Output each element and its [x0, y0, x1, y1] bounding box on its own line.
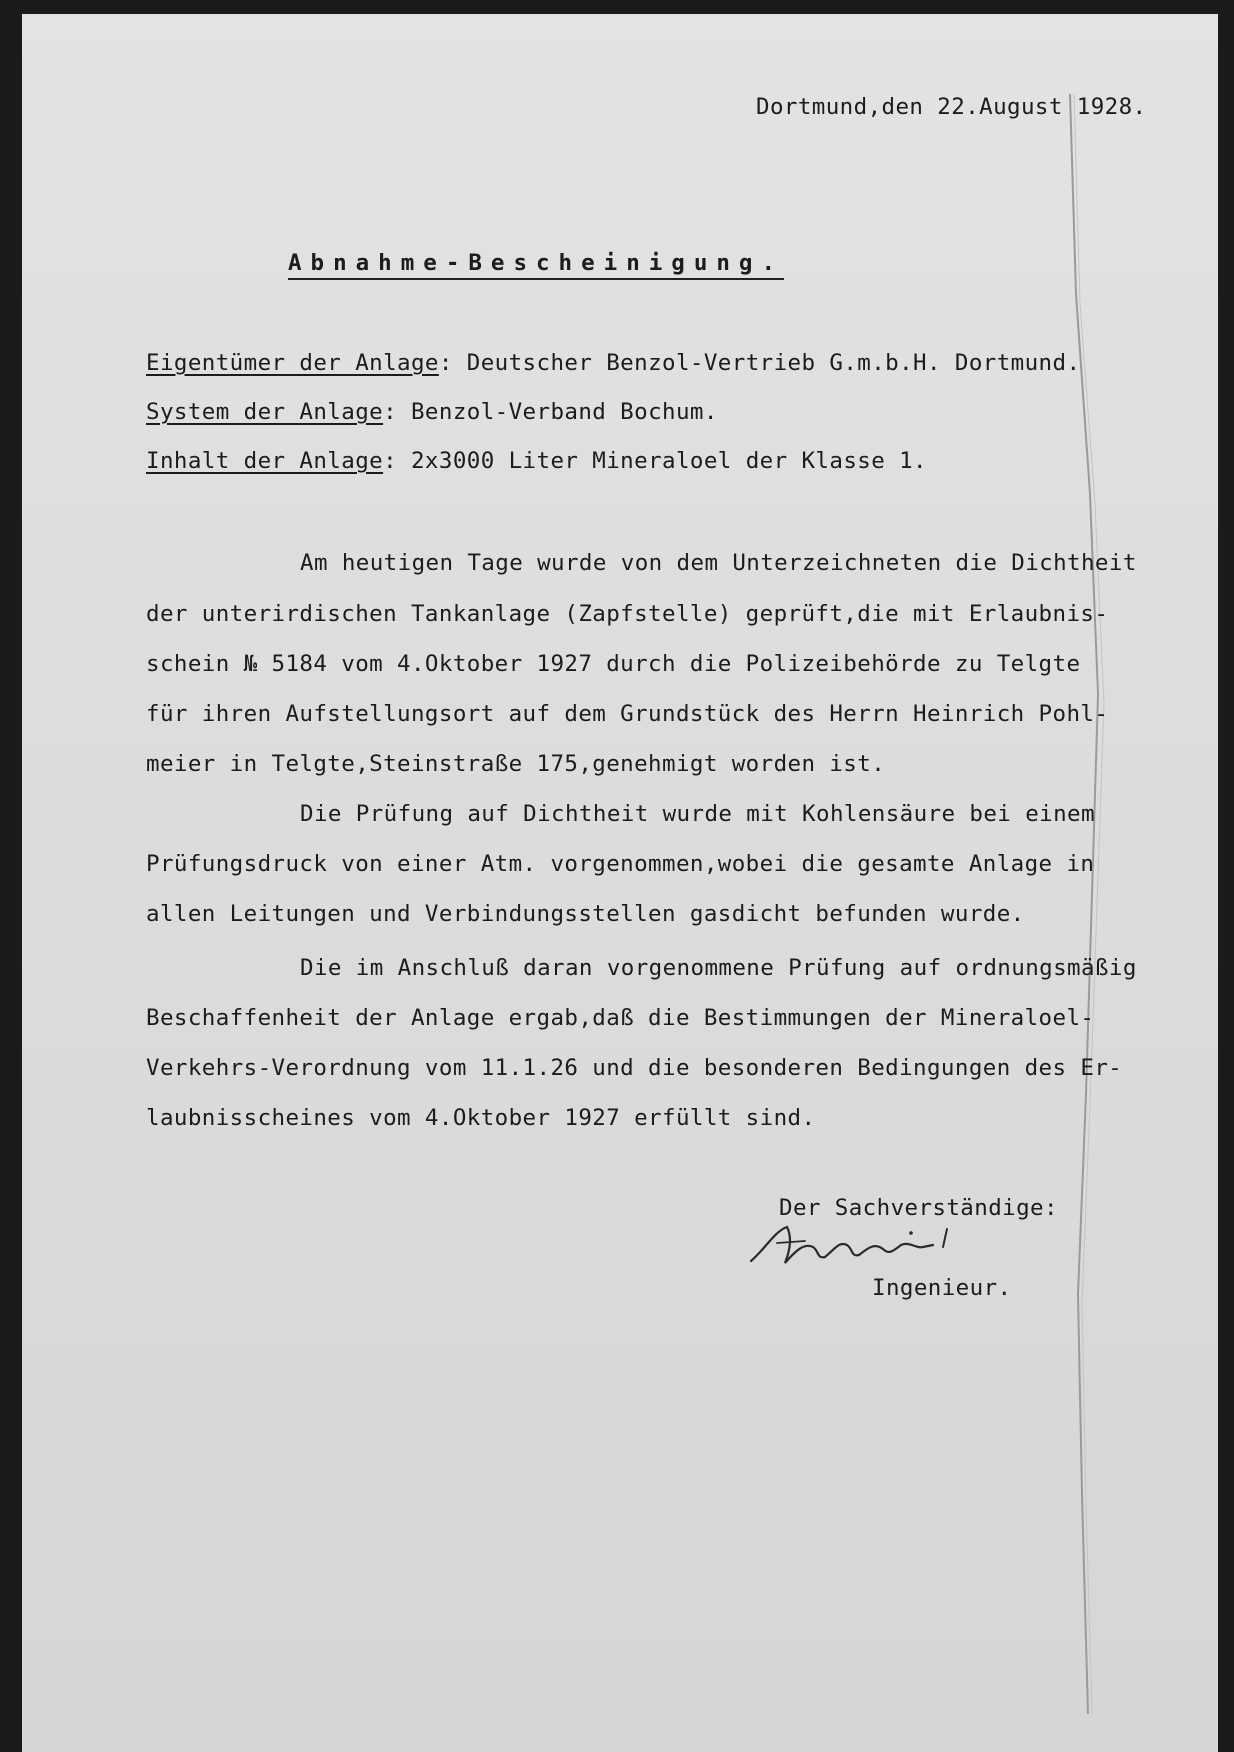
- handwritten-signature: [747, 1219, 1037, 1279]
- field-content: [146, 448, 927, 474]
- field-content-value: : 2x3000 Liter Mineraloel der Klasse 1.: [383, 448, 927, 474]
- body-line-1: Am heutigen Tage wurde von dem Unterzeichneten die Dichtheit: [300, 550, 1137, 576]
- body-line-3: schein № 5184 vom 4.Oktober 1927 durch die Polizeibehörde zu Telgte: [146, 651, 1081, 677]
- body-line-12: laubnisscheines vom 4.Oktober 1927 erfüllt sind.: [146, 1105, 816, 1131]
- body-line-10: Beschaffenheit der Anlage ergab,daß die Bestimmungen der Mineraloel-: [146, 1005, 1095, 1031]
- field-system-value: : Benzol-Verband Bochum.: [383, 399, 718, 425]
- body-line-6: Die Prüfung auf Dichtheit wurde mit Kohlensäure bei einem: [300, 801, 1095, 827]
- body-line-4: für ihren Aufstellungsort auf dem Grundstück des Herrn Heinrich Pohl-: [146, 701, 1109, 727]
- body-line-11: Verkehrs-Verordnung vom 11.1.26 und die besonderen Bedingungen des Er-: [146, 1055, 1123, 1081]
- body-line-9: Die im Anschluß daran vorgenommene Prüfung auf ordnungsmäßig: [300, 955, 1137, 981]
- date-line: Dortmund,den 22.August 1928.: [756, 94, 1147, 120]
- field-content-label: Inhalt der Anlage: [146, 448, 384, 474]
- body-line-8: allen Leitungen und Verbindungsstellen gasdicht befunden wurde.: [146, 901, 1025, 927]
- field-system: [146, 399, 718, 425]
- body-line-5: meier in Telgte,Steinstraße 175,genehmigt worden ist.: [146, 751, 886, 777]
- signature-role: Ingenieur.: [872, 1275, 1012, 1301]
- field-owner-value: : Deutscher Benzol-Vertrieb G.m.b.H. Dortmund.: [438, 350, 1081, 376]
- field-system-label: System der Anlage: [146, 399, 384, 425]
- signature-title: Der Sachverständige:: [779, 1195, 1058, 1221]
- field-owner: [146, 350, 1080, 376]
- field-owner-label: Eigentümer der Anlage: [146, 350, 439, 376]
- fold-crease: [1062, 94, 1122, 1714]
- document-title: Abnahme-Bescheinigung.: [288, 250, 784, 280]
- body-line-2: der unterirdischen Tankanlage (Zapfstelle) geprüft,die mit Erlaubnis-: [146, 601, 1109, 627]
- body-line-7: Prüfungsdruck von einer Atm. vorgenommen,wobei die gesamte Anlage in: [146, 851, 1095, 877]
- document-page: [22, 14, 1218, 1752]
